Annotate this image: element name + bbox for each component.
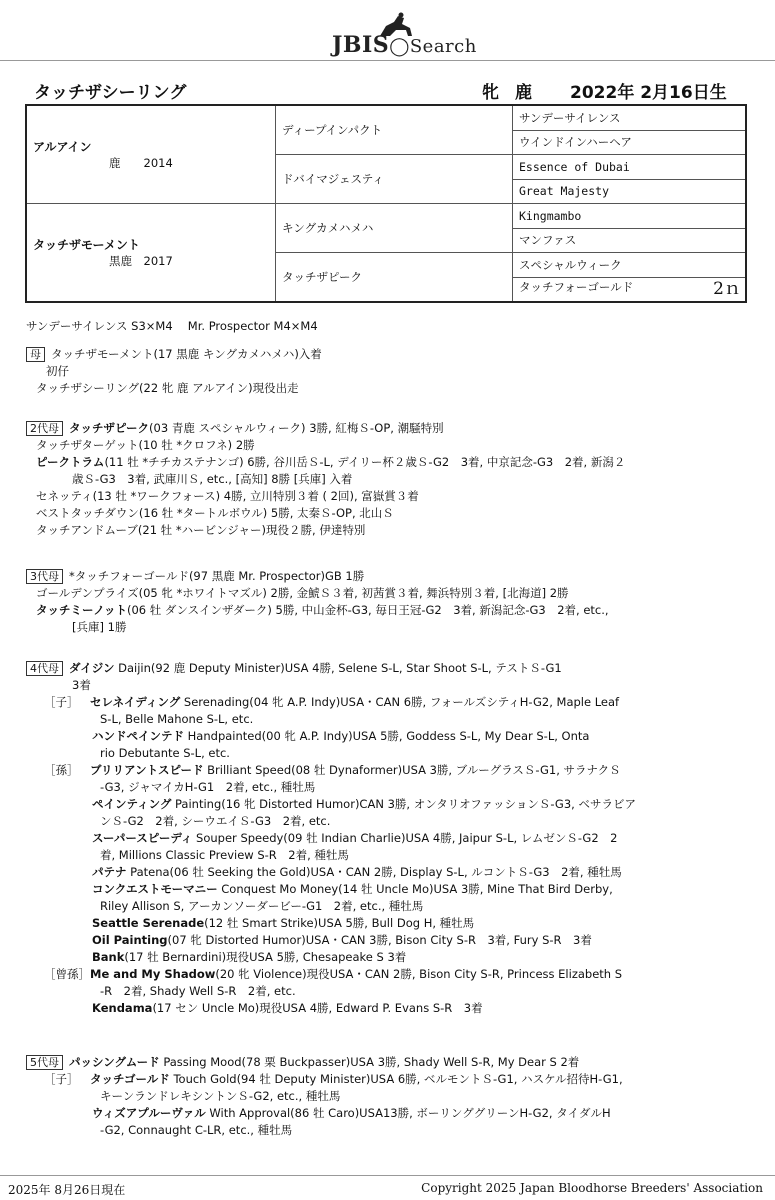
pedigree-ss[interactable]: ディープインパクト — [276, 105, 513, 155]
tag-5th-dam: 5代母 — [26, 1055, 63, 1070]
list-item-cont: -G3, ジャマイカH-G1 2着, etc., 種牡馬 — [100, 780, 316, 794]
list-item-cont: 歳Ｓ-G3 3着, 武庫川Ｓ, etc., [高知] 8勝 [兵庫] 入着 — [72, 472, 353, 486]
4th-dam-cont: 3着 — [72, 678, 91, 692]
list-item-name[interactable]: Bank — [92, 950, 125, 964]
pedigree-sdd[interactable]: Great Majesty — [513, 179, 747, 204]
pedigree-sds[interactable]: Essence of Dubai — [513, 155, 747, 180]
2nd-dam-name[interactable]: タッチザピーク — [69, 421, 150, 435]
family-number: 2ｎ — [713, 279, 741, 300]
sire-name[interactable]: アルアイン — [33, 140, 92, 154]
section-5th-dam — [26, 1054, 623, 1139]
logo-prefix: JBIS — [332, 32, 390, 58]
logo-search-icon: ◯ — [389, 36, 410, 57]
list-item-name[interactable]: Oil Painting — [92, 933, 168, 947]
jbis-logo[interactable] — [0, 6, 775, 58]
label-grandchild: ［孫］ — [44, 763, 79, 777]
list-item-name[interactable]: セレネイディング — [90, 695, 181, 709]
list-item-name[interactable]: Seattle Serenade — [92, 916, 205, 930]
list-item-cont: 着, Millions Classic Preview S-R 2着, 種牡馬 — [100, 848, 349, 862]
pedigree-dds[interactable]: スペシャルウィーク — [513, 253, 747, 278]
list-item-name[interactable]: ハンドペインテド — [92, 729, 184, 743]
list-item-name[interactable]: タッチミーノット — [36, 603, 127, 617]
dam-offspring[interactable]: タッチザシーリング(22 牝 鹿 アルアイン)現役出走 — [36, 381, 299, 395]
dam-info: 黒鹿 2017 — [109, 254, 173, 268]
tag-2nd-dam: 2代母 — [26, 421, 63, 436]
list-item-name[interactable]: パテナ — [92, 865, 127, 879]
list-item-cont: S-L, Belle Mahone S-L, etc. — [100, 712, 254, 726]
section-2nd-dam — [26, 420, 625, 539]
list-item-name[interactable]: ブリリアントスピード — [90, 763, 204, 777]
pedigree-dsd[interactable]: マンファス — [513, 228, 747, 253]
pedigree-sss[interactable]: サンデーサイレンス — [513, 105, 747, 130]
pedigree-sd[interactable]: ドバイマジェスティ — [276, 155, 513, 204]
pedigree-sire — [26, 105, 276, 204]
horse-sex: 牝 — [482, 83, 499, 103]
list-item-cont: -R 2着, Shady Well S-R 2着, etc. — [100, 984, 296, 998]
horse-profile — [482, 78, 743, 103]
list-item-name[interactable]: スーパースピーディ — [92, 831, 193, 845]
4th-dam-name[interactable]: ダイジン — [69, 661, 115, 675]
list-item-name[interactable]: タッチゴールド — [90, 1072, 170, 1086]
dam-name[interactable]: タッチザモーメント — [33, 238, 140, 252]
list-item-name[interactable]: Kendama — [92, 1001, 153, 1015]
sire-info: 鹿 2014 — [109, 156, 173, 170]
list-item[interactable]: セネッティ(13 牡 *ワークフォース) 4勝, 立川特別３着 ( 2回), 富嶽賞３着 — [36, 489, 419, 503]
footer-date: 2025年 8月26日現在 — [8, 1183, 126, 1197]
list-item-name[interactable]: コンクエストモーマニー — [92, 882, 218, 896]
list-item-record: Serenading(04 牝 A.P. Indy)USA・CAN 6勝, フォールズシティH-G2, Maple Leaf — [180, 695, 620, 709]
list-item-record: (11 牡 *チチカステナンゴ) 6勝, 谷川岳Ｓ-L, デイリー杯２歳Ｓ-G2 3着, 中京記念-G3 2着, 新潟２ — [104, 455, 626, 469]
list-item[interactable]: ベストタッチダウン(16 牡 *タートルボウル) 5勝, 太秦Ｓ-OP, 北山Ｓ — [36, 506, 394, 520]
top-divider — [0, 60, 775, 61]
logo-suffix: Search — [409, 36, 477, 57]
list-item-record: Painting(16 牝 Distorted Humor)CAN 3勝, オンタリオファッションＳ-G3, ベサラビア — [171, 797, 636, 811]
list-item-record: Handpainted(00 牝 A.P. Indy)USA 5勝, Goddess S-L, My Dear S-L, Onta — [184, 729, 590, 743]
list-item-name[interactable]: ペインティング — [92, 797, 172, 811]
list-item-name[interactable]: ピークトラム — [36, 455, 105, 469]
list-item-record: (07 牝 Distorted Humor)USA・CAN 3勝, Bison City S-R 3着, Fury S-R 3着 — [167, 933, 592, 947]
list-item-record: Brilliant Speed(08 牡 Dynaformer)USA 3勝, ブルーグラスＳ-G1, サラナクＳ — [203, 763, 621, 777]
list-item-record: Touch Gold(94 牡 Deputy Minister)USA 6勝, ベルモントＳ-G1, ハスケル招待H-G1, — [169, 1072, 623, 1086]
list-item-cont: [兵庫] 1勝 — [72, 620, 127, 634]
list-item-record: Conquest Mo Money(14 牡 Uncle Mo)USA 3勝, Mine That Bird Derby, — [217, 882, 613, 896]
list-item-record: (17 セン Uncle Mo)現役USA 4勝, Edward P. Evans S-R 3着 — [152, 1001, 483, 1015]
pedigree-ssd[interactable]: ウインドインハーヘア — [513, 130, 747, 155]
section-4th-dam — [26, 660, 636, 1017]
list-item-record: (17 牡 Bernardini)現役USA 5勝, Chesapeake S 3着 — [124, 950, 407, 964]
section-3rd-dam — [26, 568, 609, 636]
5th-dam-record: Passing Mood(78 栗 Buckpasser)USA 3勝, Shady Well S-R, My Dear S 2着 — [159, 1055, 580, 1069]
label-child: ［子］ — [44, 695, 79, 709]
label-great-grandchild: ［曾孫］ — [44, 967, 90, 981]
list-item-cont: rio Debutante S-L, etc. — [100, 746, 230, 760]
list-item-record: (12 牡 Smart Strike)USA 5勝, Bull Dog H, 種牡馬 — [204, 916, 475, 930]
footer-copyright: Copyright 2025 Japan Bloodhorse Breeders' Association — [421, 1181, 763, 1195]
horse-color: 鹿 — [515, 83, 532, 103]
list-item-name[interactable]: ウィズアプルーヴァル — [92, 1106, 206, 1120]
pedigree-table — [25, 104, 747, 303]
tag-3rd-dam: 3代母 — [26, 569, 63, 584]
tag-4th-dam: 4代母 — [26, 661, 63, 676]
pedigree-dam — [26, 204, 276, 303]
list-item-record: Patena(06 牡 Seeking the Gold)USA・CAN 2勝, Display S-L, ルコントＳ-G3 2着, 種牡馬 — [126, 865, 622, 879]
list-item-cont: ンＳ-G2 2着, シーウエイＳ-G3 2着, etc. — [100, 814, 331, 828]
bottom-divider — [0, 1175, 775, 1176]
4th-dam-record: Daijin(92 鹿 Deputy Minister)USA 4勝, Selene S-L, Star Shoot S-L, テストＳ-G1 — [114, 661, 562, 675]
2nd-dam-record: (03 青鹿 スペシャルウィーク) 3勝, 紅梅Ｓ-OP, 潮騒特別 — [149, 421, 444, 435]
horse-birth: 2022年 2月16日生 — [570, 83, 727, 103]
dam-note: 初仔 — [46, 364, 69, 378]
list-item[interactable]: タッチアンドムーブ(21 牡 *ハービンジャー)現役２勝, 伊達特別 — [36, 523, 366, 537]
inbreeding-line: サンデーサイレンス S3×M4 Mr. Prospector M4×M4 — [26, 319, 318, 333]
pedigree-ddd[interactable]: タッチフォーゴールド — [519, 280, 634, 295]
pedigree-dss[interactable]: Kingmambo — [513, 204, 747, 229]
pedigree-ddd-cell — [513, 277, 747, 302]
list-item-record: (20 牝 Violence)現役USA・CAN 2勝, Bison City S-R, Princess Elizabeth S — [215, 967, 623, 981]
list-item-record: (06 牡 ダンスインザダーク) 5勝, 中山金杯-G3, 毎日王冠-G2 3着, 新潟記念-G3 2着, etc., — [126, 603, 609, 617]
5th-dam-name[interactable]: パッシングムード — [69, 1055, 160, 1069]
section-dam — [26, 346, 322, 397]
horse-name: タッチザシーリング — [34, 83, 187, 103]
pedigree-ds[interactable]: キングカメハメハ — [276, 204, 513, 253]
list-item-cont: -G2, Connaught C-LR, etc., 種牡馬 — [100, 1123, 293, 1137]
list-item-record: Souper Speedy(09 牡 Indian Charlie)USA 4勝, Jaipur S-L, レムゼンＳ-G2 2 — [192, 831, 618, 845]
pedigree-dd[interactable]: タッチザピーク — [276, 253, 513, 303]
label-child: ［子］ — [44, 1072, 79, 1086]
list-item-cont: キーンランドレキシントンＳ-G2, etc., 種牡馬 — [100, 1089, 341, 1103]
list-item-cont: Riley Allison S, アーカンソーダービー-G1 2着, etc., 種牡馬 — [100, 899, 424, 913]
list-item-name[interactable]: Me and My Shadow — [90, 967, 216, 981]
list-item-record: With Approval(86 牡 Caro)USA13勝, ボーリンググリーンH-G2, タイダルH — [205, 1106, 611, 1120]
list-item[interactable]: ゴールデンプライズ(05 牝 *ホワイトマズル) 2勝, 金鯱Ｓ３着, 初茜賞３着, 舞浜特別３着, [北海道] 2勝 — [36, 586, 569, 600]
tag-dam: 母 — [26, 347, 45, 362]
3rd-dam-line[interactable]: *タッチフォーゴールド(97 黒鹿 Mr. Prospector)GB 1勝 — [69, 569, 365, 583]
dam-line[interactable]: タッチザモーメント(17 黒鹿 キングカメハメハ)入着 — [51, 347, 322, 361]
list-item[interactable]: タッチザターゲット(10 牡 *クロフネ) 2勝 — [36, 438, 255, 452]
